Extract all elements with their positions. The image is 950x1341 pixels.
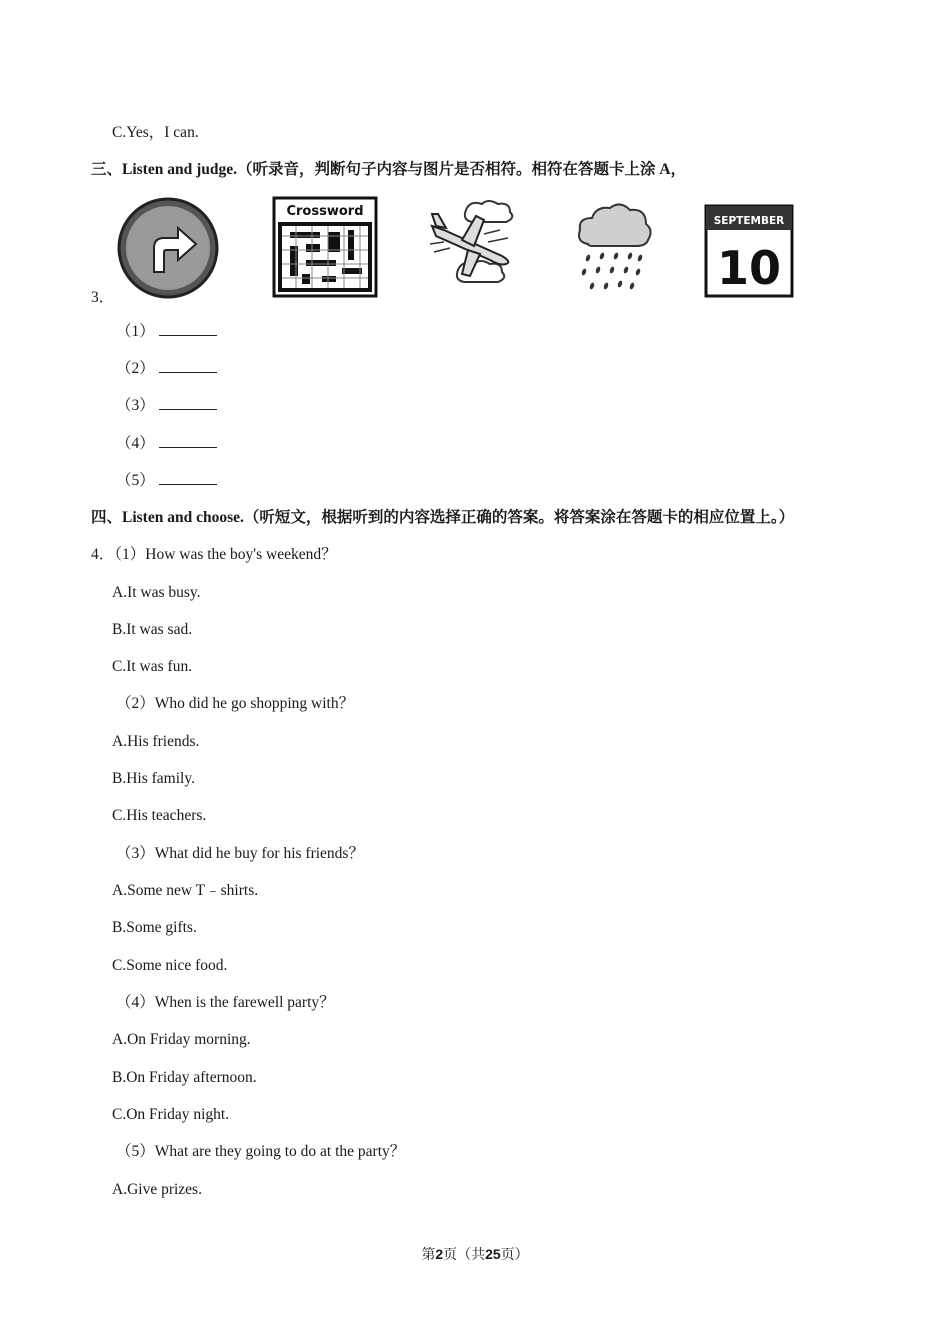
airplane-icon: [424, 196, 520, 296]
question-2: （2）Who did he go shopping with？: [116, 695, 355, 712]
blank-item: （4）: [116, 433, 217, 454]
option-b: B.On Friday afternoon.: [112, 1069, 257, 1086]
page-footer: 第2页（共25页）: [421, 1246, 529, 1263]
calendar-month: SEPTEMBER: [713, 215, 785, 227]
option-c: C.Yes，I can.: [112, 124, 199, 141]
answer-blank[interactable]: [159, 321, 217, 336]
question-number: 3．: [91, 289, 115, 306]
blank-item: （1）: [116, 321, 217, 342]
option-a: A.Give prizes.: [112, 1181, 202, 1198]
option-c: C.On Friday night.: [112, 1106, 230, 1123]
option-b: B.Some gifts.: [112, 919, 197, 936]
option-a: A.His friends.: [112, 733, 200, 750]
rain-cloud-icon: [574, 200, 654, 296]
option-a: A.It was busy.: [112, 584, 201, 601]
option-c: C.It was fun.: [112, 658, 193, 675]
blank-item: （3）: [116, 395, 217, 416]
question-3: （3）What did he buy for his friends？: [116, 845, 364, 862]
blank-item: （5）: [116, 470, 217, 491]
question-5: （5）What are they going to do at the party？: [116, 1143, 406, 1160]
option-c: C.His teachers.: [112, 807, 207, 824]
blank-item: （2）: [116, 358, 217, 379]
section4-heading: 四、Listen and choose.（听短文，根据听到的内容选择正确的答案。将答案涂在答题卡的相应位置上。）: [91, 509, 795, 526]
option-c: C.Some nice food.: [112, 957, 228, 974]
answer-blank[interactable]: [159, 358, 217, 373]
crossword-label: Crossword: [286, 204, 364, 219]
section3-heading: 三、Listen and judge.（听录音，判断句子内容与图片是否相符。相符在答题卡上涂 A，: [91, 161, 687, 178]
option-b: B.His family.: [112, 770, 195, 787]
calendar-day: 10: [716, 241, 782, 295]
answer-blank[interactable]: [159, 470, 217, 485]
question-4: （4）When is the farewell party？: [116, 994, 335, 1011]
crossword-icon: [272, 196, 378, 298]
option-a: A.On Friday morning.: [112, 1031, 251, 1048]
calendar-icon: [704, 204, 794, 298]
option-b: B.It was sad.: [112, 621, 193, 638]
answer-blank[interactable]: [159, 395, 217, 410]
answer-blank[interactable]: [159, 433, 217, 448]
option-a: A.Some new T﹣shirts.: [112, 882, 259, 899]
turn-right-sign-icon: [116, 196, 220, 300]
question-1: 4．（1）How was the boy's weekend？: [91, 546, 337, 563]
